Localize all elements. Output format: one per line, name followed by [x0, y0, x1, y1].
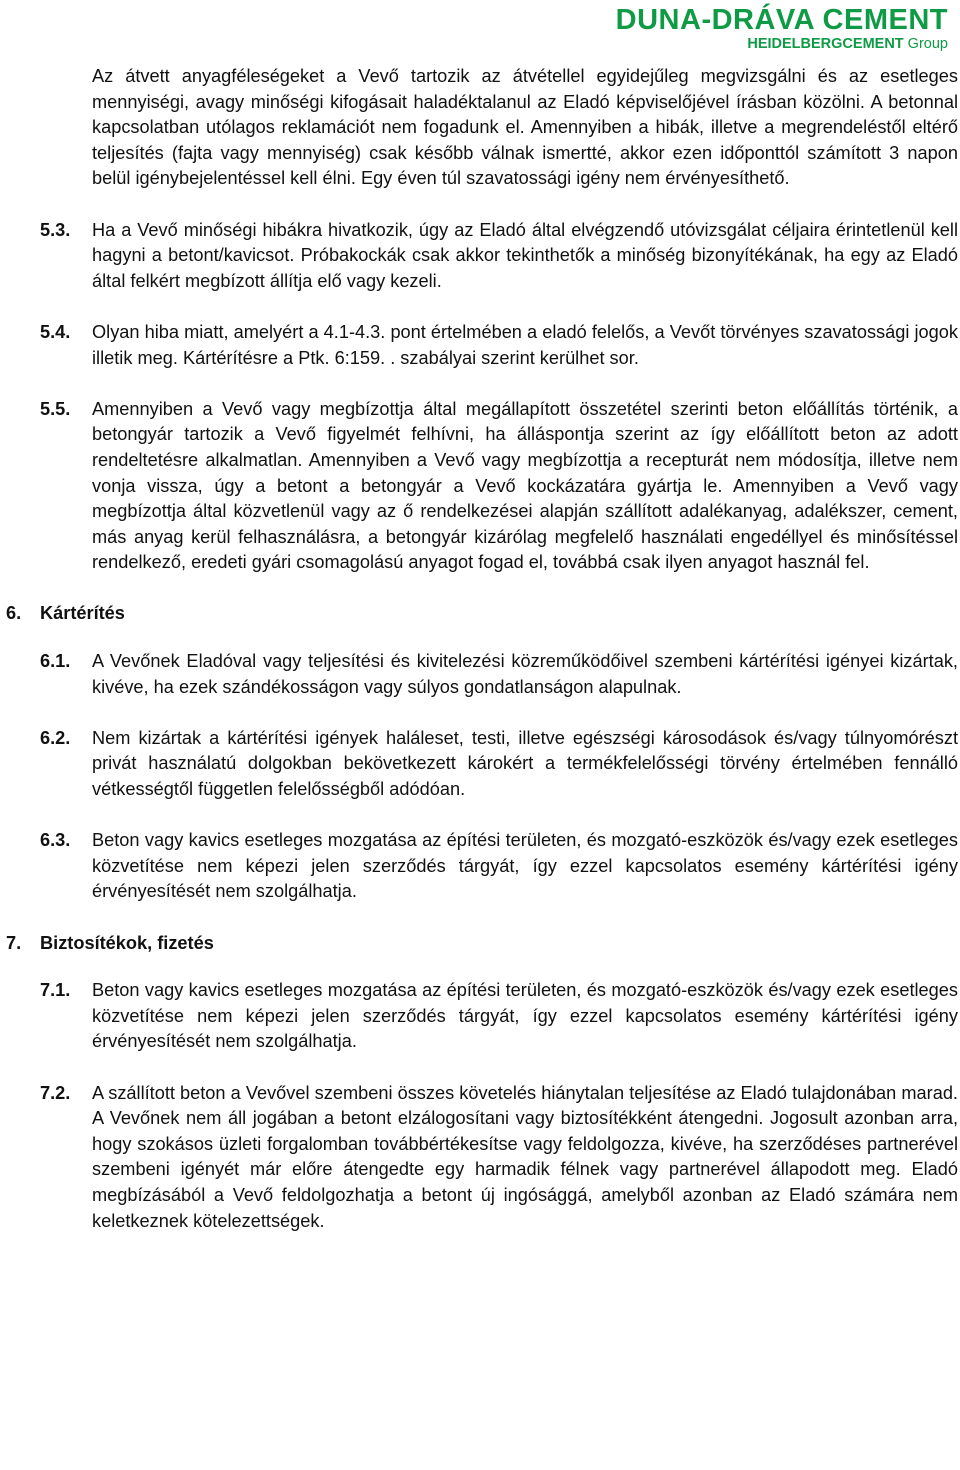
section-title: Kártérítés [40, 603, 125, 624]
logo-title: DUNA-DRÁVA CEMENT [615, 4, 948, 36]
section-title: Biztosítékok, fizetés [40, 932, 214, 953]
paragraph-text: A Vevőnek Eladóval vagy teljesítési és kivitelezési közreműködőivel szembeni kártérítési igényei kizártak, kivéve, ha ezek szándékosságon vagy súlyos gondatlanságon alapulnak. [92, 651, 958, 697]
logo-subtitle [616, 36, 948, 52]
section-7-heading [6, 931, 958, 957]
paragraph-number: 6.2. [40, 727, 71, 748]
paragraph-number: 5.3. [40, 219, 71, 240]
logo-sub-regular: Group [903, 36, 948, 52]
paragraph-text: Beton vagy kavics esetleges mozgatása az építési területen, és mozgató-eszközök és/vagy ezek esetleges közvetítése nem képezi jelen szerződés tárgyát, így ezzel kapcsolatos esemény kártérítési igény érvényesítését nem szolgálhatja. [92, 830, 958, 902]
section-number: 6. [6, 603, 22, 624]
paragraph-text: Amennyiben a Vevő vagy megbízottja által megállapított összetétel szerinti beton előállítás történik, a betongyár tartozik a Vevő figyelmét felhívni, ha álláspontja szerint az így előállított beton az adott rendeltetésre alkalmatlan. Amennyiben a Vevő vagy megbízottja a recepturát nem módosítja, illetve nem vonja vissza, úgy a betont a betongyár a Vevő kockázatára gyártja le. Amennyiben a Vevő vagy megbízottja által közvetlenül vagy az ő rendelkezései alapján szállított adalékanyag, adalékszer, cement, más anyag kerül felhasználásra, a betongyár kizárólag megfelelő használati engedéllyel és minősítéssel rendelkező, eredeti gyári csomagolású anyagot fogad el, továbbá csak ilyen anyagot használ fel. [92, 398, 958, 573]
paragraph-number: 7.2. [40, 1082, 71, 1103]
paragraph-6-2 [40, 726, 958, 803]
paragraph-5-5 [40, 397, 958, 576]
paragraph-text: Az átvett anyagféleségeket a Vevő tartozik az átvétellel egyidejűleg megvizsgálni és az esetleges mennyiségi, avagy minőségi kifogásait haladéktalanul az Eladó képviselőjével írásban közölni. A betonnal kapcsolatban utólagos reklamációt nem fogadunk el. Amennyiben a hibák, illetve a megrendeléstől eltérő teljesítés (fajta vagy mennyiség) csak később válnak ismertté, akkor ezen időponttól számított 3 napon belül igénybejelentéssel kell élni. Egy éven túl szavatossági igény nem érvényesíthető. [92, 66, 958, 189]
paragraph-number: 5.4. [40, 321, 71, 342]
paragraph-5-4 [40, 320, 958, 371]
paragraph-7-2 [40, 1081, 958, 1235]
section-number: 7. [6, 932, 22, 953]
paragraph-7-1 [40, 978, 958, 1055]
paragraph-text: A szállított beton a Vevővel szembeni összes követelés hiánytalan teljesítése az Eladó tulajdonában marad. A Vevőnek nem áll jogában a betont elzálogosítani vagy biztosítékként átengedni. Jogosult azonban arra, hogy szokásos üzleti forgalomban továbbértékesítse vagy feldolgozza, kivéve, ha szerződéses partnerével szembeni igényét már előre átengedte egy harmadik félnek vagy partnerével állapodott meg. Eladó megbízásából a Vevő feldolgozhatja a betont új ingósággá, amelyből azonban az Eladó számára nem keletkeznek kötelezettségek. [92, 1082, 958, 1231]
paragraph-5-3 [40, 218, 958, 295]
company-logo [616, 4, 948, 52]
paragraph-6-1 [40, 649, 958, 700]
logo-sub-bold: HEIDELBERGCEMENT [747, 36, 904, 52]
paragraph-text: Ha a Vevő minőségi hibákra hivatkozik, úgy az Eladó által elvégzendő utóvizsgálat céljaira érintetlenül kell hagyni a betont/kavicsot. Próbakockák csak akkor tekinthetők a minőség bizonyítékának, ha egy az Eladó által felkért megbízott állítja elő vagy kezeli. [92, 219, 958, 291]
paragraph-6-3 [40, 828, 958, 905]
paragraph-number: 6.1. [40, 651, 71, 672]
paragraph-number: 5.5. [40, 398, 71, 419]
section-6-heading [6, 601, 958, 627]
document-body [6, 64, 958, 1260]
paragraph-text: Beton vagy kavics esetleges mozgatása az építési területen, és mozgató-eszközök és/vagy ezek esetleges közvetítése nem képezi jelen szerződés tárgyát, így ezzel kapcsolatos esemény kártérítési igény érvényesítését nem szolgálhatja. [92, 980, 958, 1052]
intro-paragraph [40, 64, 958, 192]
paragraph-number: 6.3. [40, 830, 71, 851]
paragraph-text: Nem kizártak a kártérítési igények haláleset, testi, illetve egészségi károsodások és/vagy túlnyomórészt privát használatú dolgokban bekövetkezett károkért a termékfelelősségi törvény értelmében fennálló vétkességtől független felelősségből adódóan. [92, 727, 958, 800]
paragraph-number: 7.1. [40, 980, 71, 1001]
paragraph-text: Olyan hiba miatt, amelyért a 4.1-4.3. pont értelmében a eladó felelős, a Vevőt törvényes szavatossági jogok illetik meg. Kártérítésre a Ptk. 6:159. . szabályai szerint kerülhet sor. [92, 321, 958, 368]
